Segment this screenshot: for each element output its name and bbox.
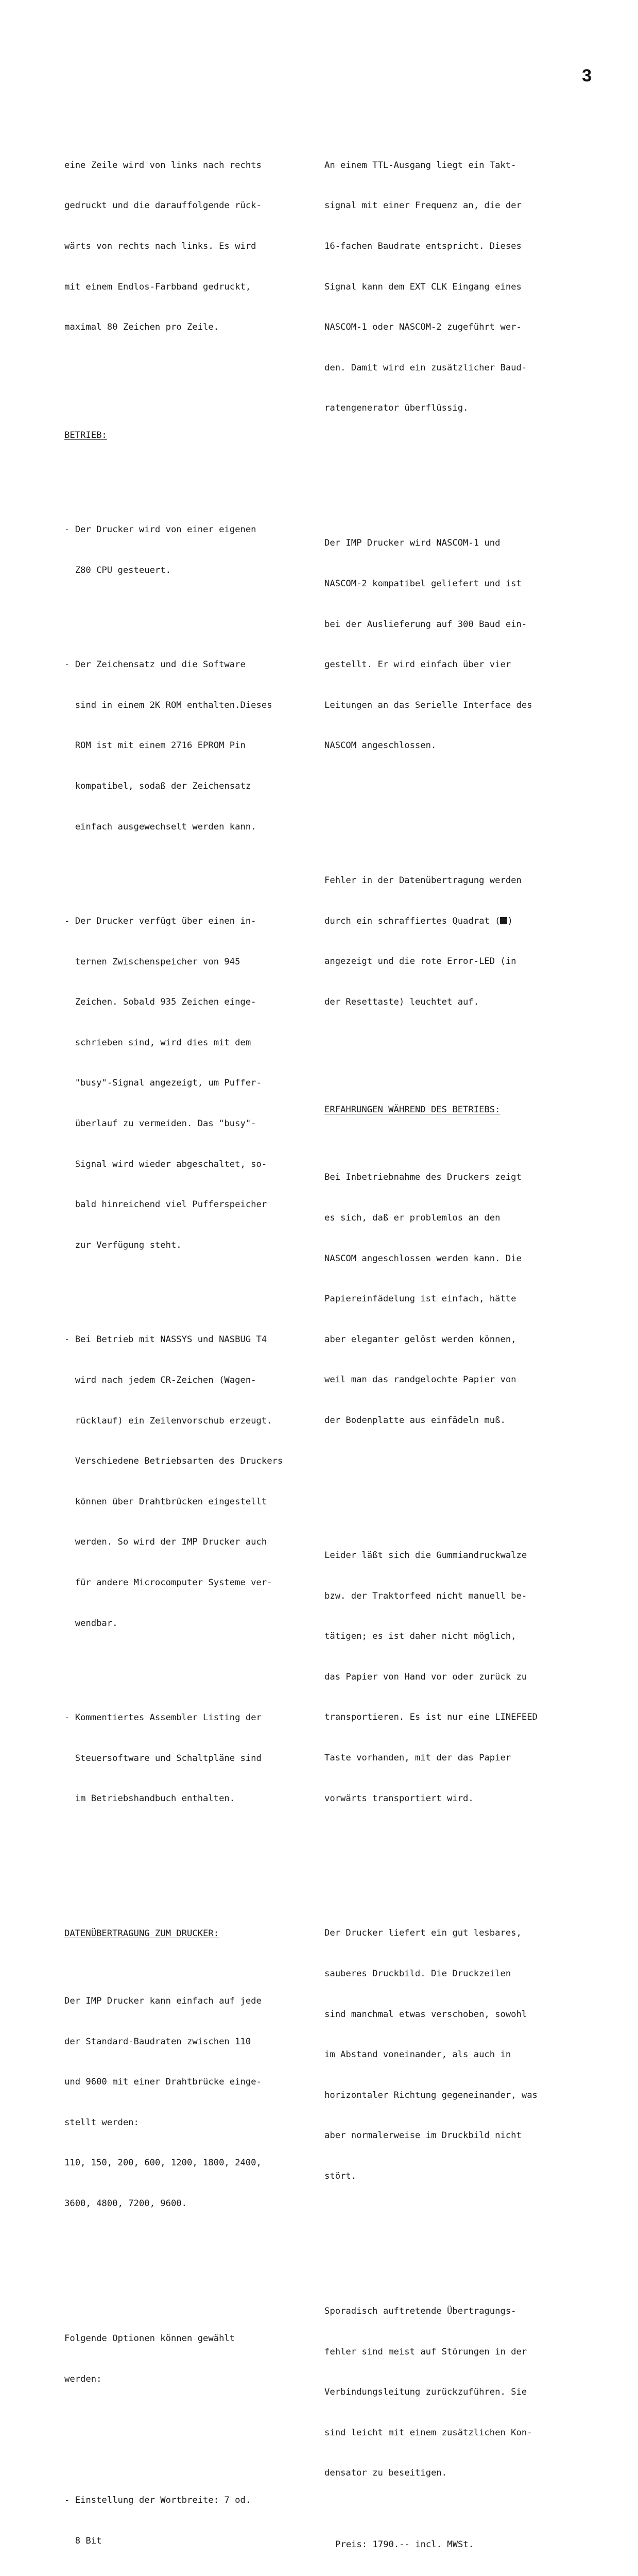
list-item [64, 496, 306, 604]
walze-paragraph [324, 1522, 566, 1833]
list-item [64, 1306, 306, 1657]
text-line: aber normalerweise im Druckbild nicht [324, 2130, 522, 2141]
optionen-intro [64, 2305, 306, 2413]
text-line: Bei Inbetriebnahme des Druckers zeigt [324, 1172, 522, 1183]
text-line: horizontaler Richtung gegeneinander, was [324, 2090, 538, 2100]
text-segment: durch ein schraffiertes Quadrat ( [324, 916, 501, 926]
right-column [324, 105, 566, 2565]
text-line: Signal wird wieder abgeschaltet, so- [64, 1159, 267, 1170]
text-line: ternen Zwischenspeicher von 945 [64, 956, 240, 967]
section-heading-betrieb: BETRIEB: [64, 430, 107, 440]
text-line: An einem TTL-Ausgang liegt ein Takt- [324, 160, 516, 171]
intro-paragraph [64, 131, 306, 361]
text-line: schrieben sind, wird dies mit dem [64, 1037, 251, 1048]
text-line: gestellt. Er wird einfach über vier [324, 659, 511, 670]
text-line: und 9600 mit einer Drahtbrücke einge- [64, 2077, 262, 2088]
list-item [64, 1684, 306, 1833]
page-number: 3 [582, 66, 592, 86]
text-line: Fehler in der Datenübertragung werden [324, 875, 522, 886]
text-line: sind manchmal etwas verschoben, sowohl [324, 2009, 527, 2020]
kompatibel-paragraph [324, 510, 566, 779]
text-line: sind leicht mit einem zusätzlichen Kon- [324, 2427, 532, 2438]
text-segment: ) [507, 916, 513, 926]
left-column [64, 105, 306, 2576]
text-line: gedruckt und die darauffolgende rück- [64, 200, 262, 211]
text-line: tätigen; es ist daher nicht möglich, [324, 1631, 516, 1642]
text-line: Z80 CPU gesteuert. [64, 565, 171, 575]
text-line: werden: [64, 2374, 102, 2384]
text-line: Leitungen an das Serielle Interface des [324, 700, 532, 710]
text-line: fehler sind meist auf Störungen in der [324, 2346, 527, 2357]
list-item [64, 631, 306, 860]
text-line: Verbindungsleitung zurückzuführen. Sie [324, 2387, 527, 2398]
text-line: wird nach jedem CR-Zeichen (Wagen- [64, 1375, 256, 1385]
text-line: "busy"-Signal angezeigt, um Puffer- [64, 1078, 262, 1089]
text-line: - Kommentiertes Assembler Listing der [64, 1712, 262, 1723]
text-line: Der IMP Drucker wird NASCOM-1 und [324, 538, 501, 549]
text-line: 16-fachen Baudrate entspricht. Dieses [324, 241, 522, 252]
datenuebertragung-paragraph [64, 1968, 306, 2238]
text-line: werden. So wird der IMP Drucker auch [64, 1537, 267, 1548]
section-heading-erfahrungen: ERFAHRUNGEN WÄHREND DES BETRIEBS: [324, 1105, 501, 1115]
text-line: densator zu beseitigen. [324, 2468, 447, 2479]
text-line: Signal kann dem EXT CLK Eingang eines [324, 281, 522, 292]
text-line: 8 Bit [64, 2535, 102, 2546]
text-line: einfach ausgewechselt werden kann. [64, 821, 256, 832]
text-line: sauberes Druckbild. Die Druckzeilen [324, 1969, 511, 1979]
text-line: aber eleganter gelöst werden können, [324, 1334, 516, 1345]
text-line: NASCOM-2 kompatibel geliefert und ist [324, 578, 522, 589]
text-line: Taste vorhanden, mit der das Papier [324, 1752, 511, 1763]
text-line: angezeigt und die rote Error-LED (in [324, 956, 516, 967]
text-line: bald hinreichend viel Pufferspeicher [64, 1199, 267, 1210]
list-item [64, 888, 306, 1279]
text-line: - Bei Betrieb mit NASSYS und NASBUG T4 [64, 1334, 267, 1345]
text-line: im Betriebshandbuch enthalten. [64, 1793, 235, 1804]
druckbild-paragraph [324, 1900, 566, 2210]
text-line: maximal 80 Zeichen pro Zeile. [64, 322, 219, 333]
text-line: überlauf zu vermeiden. Das "busy"- [64, 1118, 256, 1129]
text-line: der Bodenplatte aus einfädeln muß. [324, 1415, 506, 1426]
text-line: Der Drucker liefert ein gut lesbares, [324, 1928, 522, 1939]
text-line: 110, 150, 200, 600, 1200, 1800, 2400, [64, 2158, 262, 2168]
text-line: Der IMP Drucker kann einfach auf jede [64, 1996, 262, 2007]
stoerung-paragraph [324, 2277, 566, 2506]
text-line: ratengenerator überflüssig. [324, 403, 469, 414]
text-line: bzw. der Traktorfeed nicht manuell be- [324, 1590, 527, 1601]
text-line: im Abstand voneinander, als auch in [324, 2049, 511, 2060]
text-line: signal mit einer Frequenz an, die der [324, 200, 522, 211]
text-line: zur Verfügung steht. [64, 1240, 182, 1250]
text-line: - Der Zeichensatz und die Software [64, 659, 246, 670]
erfahrungen-paragraph [324, 1144, 566, 1454]
text-line: wendbar. [64, 1618, 118, 1629]
text-line: den. Damit wird ein zusätzlicher Baud- [324, 362, 527, 373]
takt-paragraph [324, 131, 566, 442]
text-line: es sich, daß er problemlos an den [324, 1213, 501, 1224]
text-line: sind in einem 2K ROM enthalten.Dieses [64, 700, 272, 710]
price-line: Preis: 1790.-- incl. MWSt. [335, 2539, 474, 2550]
text-line: NASCOM-1 oder NASCOM-2 zugeführt wer- [324, 322, 522, 333]
text-line: Steuersoftware und Schaltpläne sind [64, 1753, 262, 1764]
text-line: Zeichen. Sobald 935 Zeichen einge- [64, 997, 256, 1008]
text-line: weil man das randgelochte Papier von [324, 1375, 516, 1385]
betrieb-list [64, 469, 306, 1859]
text-line: Folgende Optionen können gewählt [64, 2333, 235, 2344]
section-heading-datenuebertragung: DATENÜBERTRAGUNG ZUM DRUCKER: [64, 1928, 219, 1939]
text-line: Sporadisch auftretende Übertragungs- [324, 2306, 516, 2316]
text-line: - Der Drucker verfügt über einen in- [64, 916, 256, 926]
text-line: NASCOM angeschlossen werden kann. Die [324, 1253, 522, 1264]
text-line: Leider läßt sich die Gummiandruckwalze [324, 1550, 527, 1561]
text-line [324, 914, 566, 928]
text-line: NASCOM angeschlossen. [324, 740, 437, 751]
text-line: - Einstellung der Wortbreite: 7 od. [64, 2495, 251, 2506]
text-line: eine Zeile wird von links nach rechts [64, 160, 262, 171]
text-line: für andere Microcomputer Systeme ver- [64, 1577, 272, 1588]
text-line: Papiereinfädelung ist einfach, hätte [324, 1294, 516, 1304]
text-line: stellt werden: [64, 2117, 139, 2128]
text-line: 3600, 4800, 7200, 9600. [64, 2198, 187, 2209]
text-line: kompatibel, sodaß der Zeichensatz [64, 781, 251, 791]
text-line: können über Drahtbrücken eingestellt [64, 1496, 267, 1507]
text-line: wärts von rechts nach links. Es wird [64, 241, 256, 252]
text-line: der Resettaste) leuchtet auf. [324, 997, 479, 1007]
text-line: ROM ist mit einem 2716 EPROM Pin [64, 740, 246, 751]
optionen-list [64, 2440, 306, 2576]
text-line: das Papier von Hand vor oder zurück zu [324, 1671, 527, 1682]
text-line: - Der Drucker wird von einer eigenen [64, 524, 256, 535]
text-line: bei der Auslieferung auf 300 Baud ein- [324, 619, 527, 630]
text-line: der Standard-Baudraten zwischen 110 [64, 2036, 251, 2047]
hatched-square-icon [500, 917, 507, 924]
text-line: vorwärts transportiert wird. [324, 1793, 474, 1804]
fehler-paragraph [324, 847, 566, 1036]
text-line: Verschiedene Betriebsarten des Druckers [64, 1456, 283, 1467]
text-line: stört. [324, 2171, 357, 2182]
text-line: rücklauf) ein Zeilenvorschub erzeugt. [64, 1415, 272, 1426]
text-line: transportieren. Es ist nur eine LINEFEED [324, 1712, 538, 1723]
text-line: mit einem Endlos-Farbband gedruckt, [64, 281, 251, 292]
list-item [64, 2467, 306, 2575]
